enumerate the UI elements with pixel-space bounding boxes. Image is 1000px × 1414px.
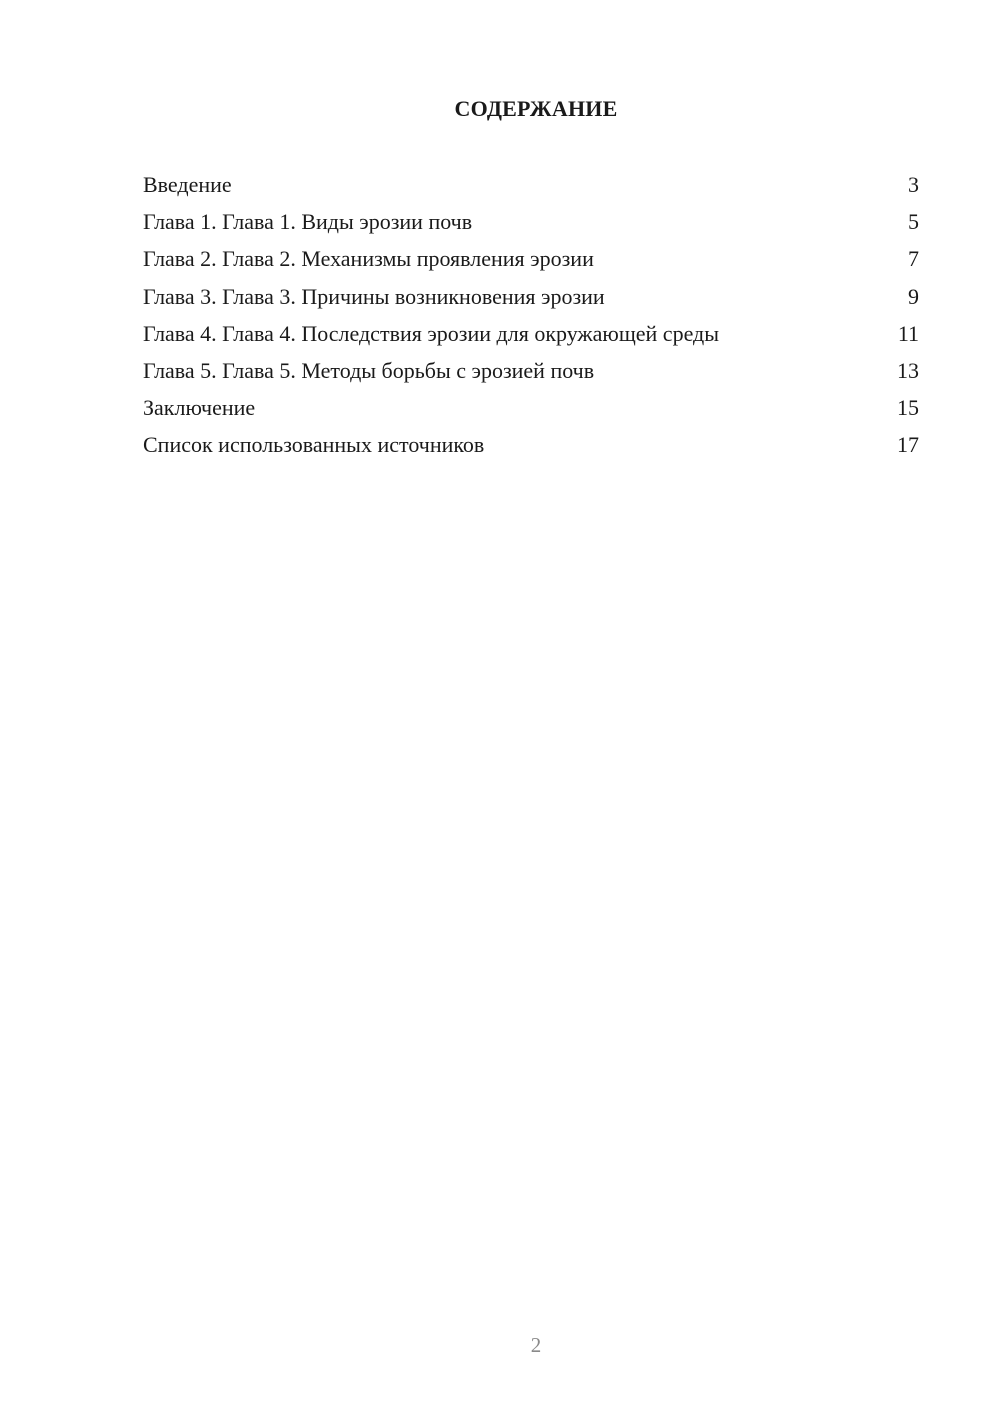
toc-entry-chapter-1[interactable]: [143, 207, 919, 244]
toc-entry-page: 5: [908, 209, 919, 235]
toc-entry-introduction[interactable]: [143, 170, 919, 207]
toc-entry-chapter-2[interactable]: [143, 244, 919, 281]
toc-entry-page: 3: [908, 172, 919, 197]
toc-entry-label: Глава 3. Глава 3. Причины возникновения эрозии: [143, 283, 605, 309]
toc-entry-label: Список использованных источников: [143, 432, 485, 458]
toc-entry-page: 17: [897, 432, 919, 458]
toc-entry-label: Глава 2. Глава 2. Механизмы проявления эрозии: [143, 246, 594, 272]
table-of-contents: [143, 170, 919, 468]
toc-entry-page: 15: [897, 395, 919, 421]
toc-entry-chapter-4[interactable]: [143, 319, 919, 356]
toc-entry-page: 13: [897, 357, 919, 383]
toc-entry-page: 11: [897, 320, 919, 346]
toc-entry-chapter-3[interactable]: [143, 282, 919, 319]
toc-entry-label: Глава 4. Глава 4. Последствия эрозии для окружающей среды: [143, 320, 720, 346]
page-title: СОДЕРЖАНИЕ: [454, 96, 618, 121]
toc-entry-label: Глава 1. Глава 1. Виды эрозии почв: [143, 209, 473, 235]
toc-entry-references[interactable]: [143, 430, 919, 467]
toc-entry-page: 9: [908, 283, 919, 309]
toc-entry-chapter-5[interactable]: [143, 356, 919, 393]
page-number: 2: [530, 1333, 542, 1357]
toc-entry-label: Введение: [143, 172, 232, 197]
toc-entry-conclusion[interactable]: [143, 393, 919, 430]
toc-entry-label: Глава 5. Глава 5. Методы борьбы с эрозией почв: [143, 357, 595, 383]
toc-entry-page: 7: [908, 246, 919, 272]
toc-entry-label: Заключение: [143, 395, 256, 421]
